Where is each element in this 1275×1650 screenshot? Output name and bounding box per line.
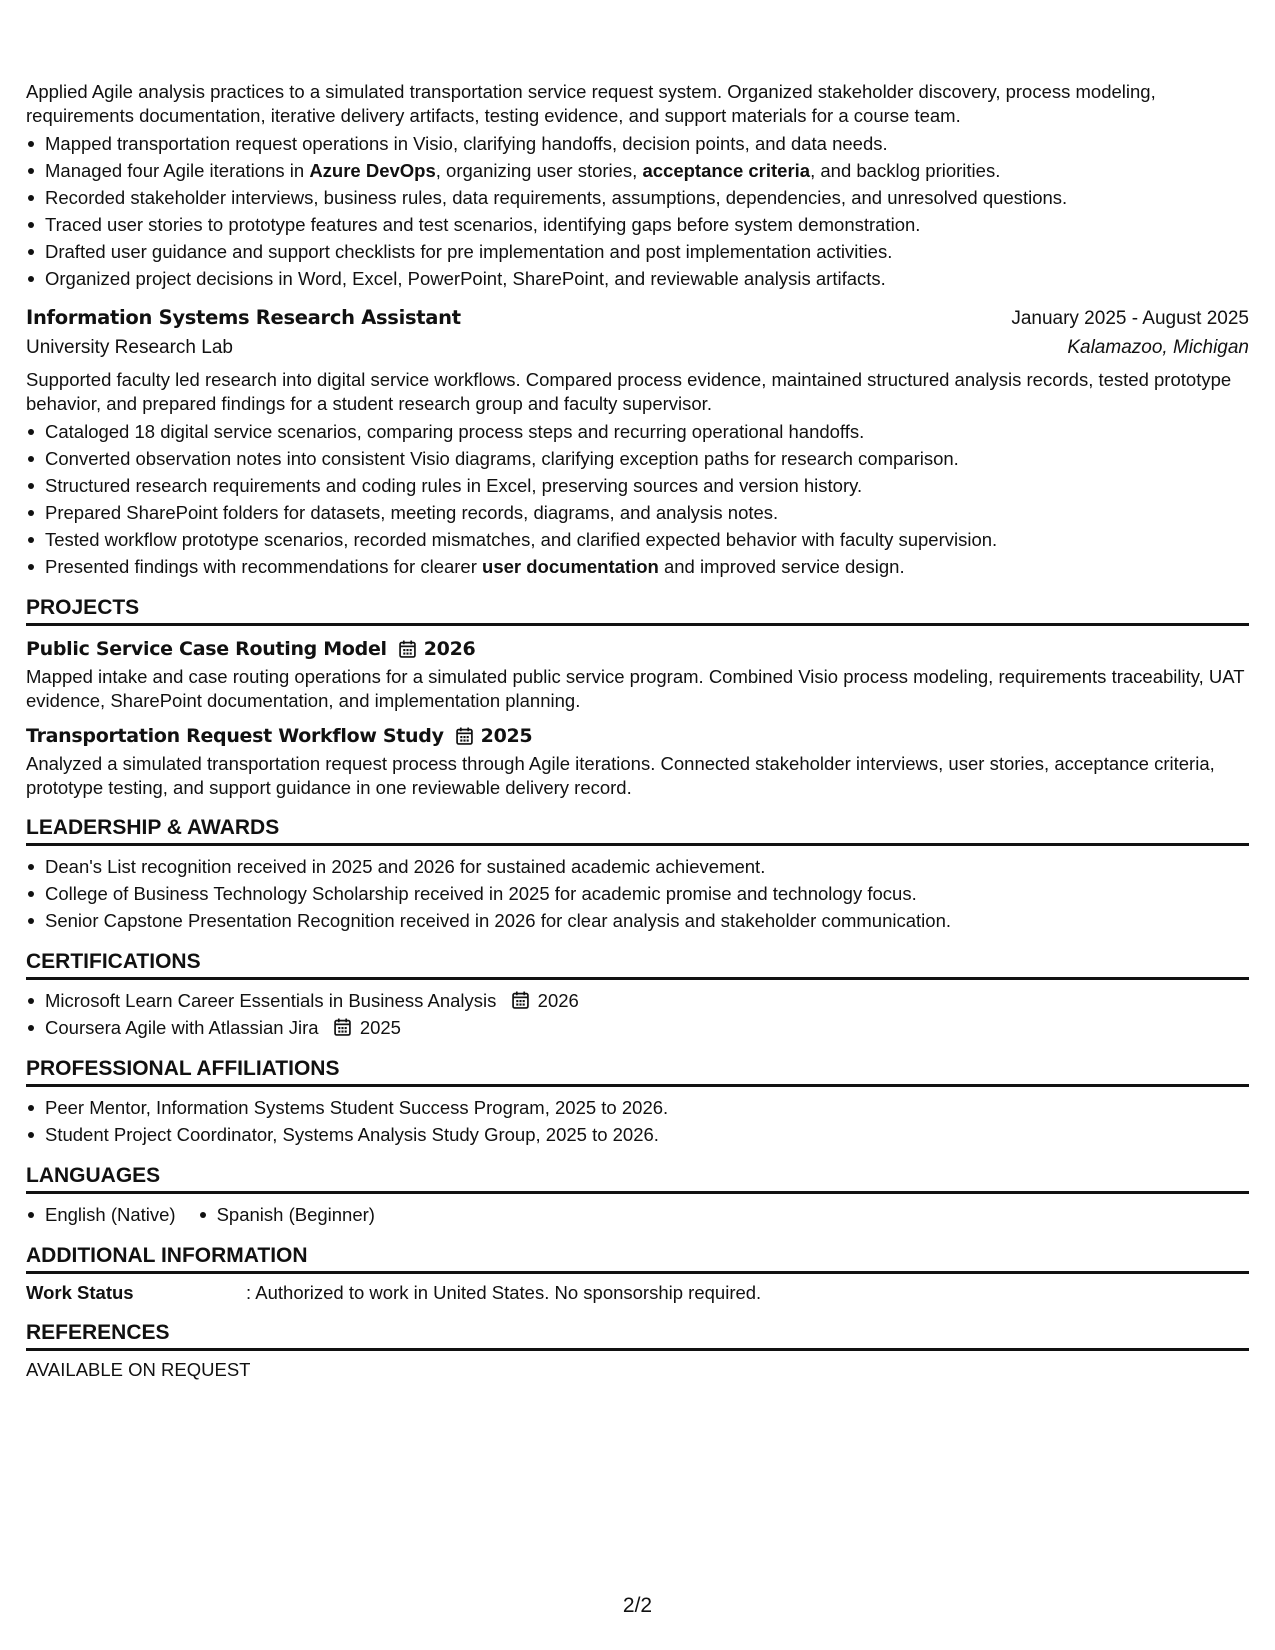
- project-title: Transportation Request Workflow Study: [26, 725, 444, 747]
- list-item: Recorded stakeholder interviews, business rules, data requirements, assumptions, dependencies, and unresolved questions.: [26, 184, 1249, 211]
- languages-list: [26, 1201, 1249, 1228]
- certification-year: 2026: [537, 990, 579, 1011]
- job-subheader: [26, 336, 1249, 360]
- list-item: [26, 987, 1249, 1014]
- project-year: 2026: [423, 638, 476, 660]
- work-status-value: : Authorized to work in United States. No sponsorship required.: [246, 1282, 762, 1303]
- work-status-label: Work Status: [26, 1282, 134, 1303]
- job-bullets: [26, 130, 1249, 292]
- project-title: Public Service Case Routing Model: [26, 638, 387, 660]
- list-item: Dean's List recognition received in 2025 and 2026 for sustained academic achievement.: [26, 853, 1249, 880]
- section-heading-certifications: CERTIFICATIONS: [26, 950, 1249, 980]
- list-item: Cataloged 18 digital service scenarios, comparing process steps and recurring operational handoffs.: [26, 418, 1249, 445]
- list-item: Prepared SharePoint folders for datasets, meeting records, diagrams, and analysis notes.: [26, 499, 1249, 526]
- section-heading-references: REFERENCES: [26, 1321, 1249, 1351]
- list-item: College of Business Technology Scholarship received in 2025 for academic promise and technology focus.: [26, 880, 1249, 907]
- job-organization: University Research Lab: [26, 337, 233, 358]
- list-item: Peer Mentor, Information Systems Student Success Program, 2025 to 2026.: [26, 1094, 1249, 1121]
- list-item: Drafted user guidance and support checklists for pre implementation and post implementation activities.: [26, 238, 1249, 265]
- list-item: Tested workflow prototype scenarios, recorded mismatches, and clarified expected behavior with faculty supervision.: [26, 526, 1249, 553]
- list-item: Organized project decisions in Word, Excel, PowerPoint, SharePoint, and reviewable analysis artifacts.: [26, 265, 1249, 292]
- project-header: [26, 637, 1249, 661]
- page-number: 2/2: [622, 1594, 653, 1617]
- language-item: English (Native): [26, 1201, 176, 1228]
- section-heading-languages: LANGUAGES: [26, 1164, 1249, 1194]
- references-text: AVAILABLE ON REQUEST: [26, 1359, 251, 1380]
- job-bullets: [26, 418, 1249, 580]
- job-summary: Applied Agile analysis practices to a simulated transportation service request system. Organized stakeholder discovery, process modeling, requirements documentation, iterative delivery artifacts, testing evidence, and support materials for a course team.: [26, 81, 1156, 126]
- certifications-list: [26, 987, 1249, 1041]
- list-item: [26, 1014, 1249, 1041]
- section-heading-leadership: LEADERSHIP & AWARDS: [26, 816, 1249, 846]
- list-item: Student Project Coordinator, Systems Analysis Study Group, 2025 to 2026.: [26, 1121, 1249, 1148]
- project-description: Analyzed a simulated transportation request process through Agile iterations. Connected stakeholder interviews, user stories, acceptance criteria, prototype testing, and support guidance in one reviewable delivery record.: [26, 753, 1215, 798]
- calendar-icon: [334, 1018, 351, 1036]
- list-item: Senior Capstone Presentation Recognition received in 2026 for clear analysis and stakeholder communication.: [26, 907, 1249, 934]
- list-item: Presented findings with recommendations for clearer user documentation and improved service design.: [26, 553, 1249, 580]
- certification-name: Microsoft Learn Career Essentials in Business Analysis: [45, 990, 497, 1011]
- job-title: Information Systems Research Assistant: [26, 306, 461, 329]
- certification-year: 2025: [359, 1017, 401, 1038]
- job-dates: January 2025 - August 2025: [1011, 308, 1249, 329]
- section-heading-affiliations: PROFESSIONAL AFFILIATIONS: [26, 1057, 1249, 1087]
- calendar-icon: [399, 640, 416, 658]
- affiliations-list: [26, 1094, 1249, 1148]
- leadership-list: [26, 853, 1249, 934]
- list-item: Structured research requirements and coding rules in Excel, preserving sources and version history.: [26, 472, 1249, 499]
- project-year: 2025: [480, 725, 533, 747]
- list-item: Mapped transportation request operations in Visio, clarifying handoffs, decision points, and data needs.: [26, 130, 1249, 157]
- job-summary: Supported faculty led research into digital service workflows. Compared process evidence, maintained structured analysis records, tested prototype behavior, and prepared findings for a student research group and faculty supervisor.: [26, 369, 1232, 414]
- section-heading-additional: ADDITIONAL INFORMATION: [26, 1244, 1249, 1274]
- project-header: [26, 724, 1249, 748]
- section-heading-projects: PROJECTS: [26, 596, 1249, 626]
- list-item: Traced user stories to prototype features and test scenarios, identifying gaps before system demonstration.: [26, 211, 1249, 238]
- project-description: Mapped intake and case routing operations for a simulated public service program. Combined Visio process modeling, requirements traceability, UAT evidence, SharePoint documentation, and implementation planning.: [26, 666, 1245, 711]
- certification-name: Coursera Agile with Atlassian Jira: [45, 1017, 319, 1038]
- list-item: Managed four Agile iterations in Azure DevOps, organizing user stories, acceptance criteria, and backlog priorities.: [26, 157, 1249, 184]
- work-status-row: [26, 1281, 1249, 1305]
- calendar-icon: [456, 727, 473, 745]
- language-item: Spanish (Beginner): [198, 1201, 375, 1228]
- list-item: Converted observation notes into consistent Visio diagrams, clarifying exception paths for research comparison.: [26, 445, 1249, 472]
- calendar-icon: [512, 991, 529, 1009]
- job-location: Kalamazoo, Michigan: [1067, 337, 1249, 358]
- job-header: [26, 306, 1249, 331]
